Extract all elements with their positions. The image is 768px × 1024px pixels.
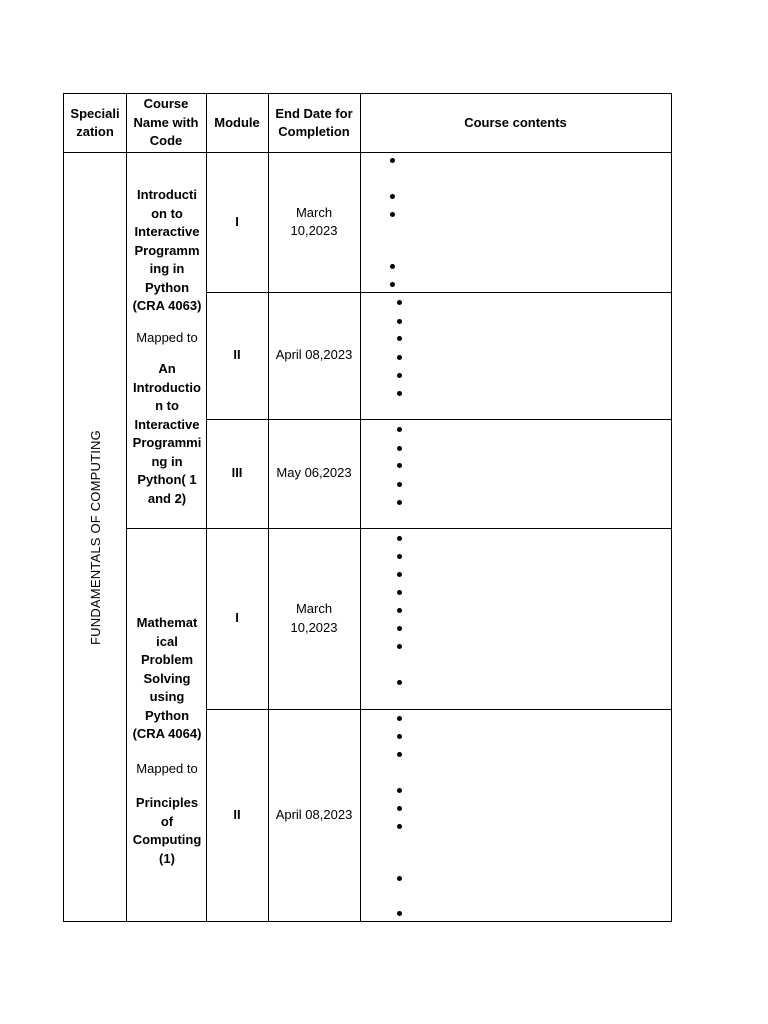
header-specialization: Speciali zation [70, 105, 120, 139]
bullet-point [397, 463, 402, 468]
end-date: April 08,2023 [275, 347, 353, 363]
bullet-point [397, 427, 402, 432]
bullet-point [390, 158, 395, 163]
bullet-point [397, 536, 402, 541]
bullet-point [397, 644, 402, 649]
course-1-mapped-course: An Introductio n to Interactive Programmi ng in Python( 1 and 2) [132, 361, 202, 506]
bullet-point [397, 336, 402, 341]
bullet-point [397, 355, 402, 360]
bullet-point [397, 373, 402, 378]
header-end-date: End Date for Completion [275, 105, 353, 139]
bullet-point [397, 608, 402, 613]
bullet-point [397, 911, 402, 916]
course-2-cell [130, 614, 204, 874]
module-label: III [231, 465, 243, 481]
bullet-point [397, 446, 402, 451]
specialization-label: FUNDAMENTALS OF COMPUTING [87, 429, 103, 645]
bullet-point [397, 300, 402, 305]
bullet-point [397, 734, 402, 739]
end-date: May 06,2023 [276, 465, 352, 481]
course-1-title: Introducti on to Interactive Programm ing in Python (CRA 4063) [132, 187, 202, 313]
bullet-point [397, 391, 402, 396]
bullet-point [397, 824, 402, 829]
bullet-point [397, 680, 402, 685]
specialization-cell [64, 152, 126, 922]
module-label: II [233, 806, 241, 822]
bullet-point [390, 194, 395, 199]
course-table [63, 93, 672, 922]
bullet-point [397, 482, 402, 487]
module-label: I [235, 213, 239, 229]
course-2-mapped-course: Principles of Computing (1) [132, 795, 202, 866]
bullet-point [397, 626, 402, 631]
bullet-point [397, 716, 402, 721]
module-label: II [233, 347, 241, 363]
course-1-cell [130, 186, 204, 508]
bullet-point [397, 554, 402, 559]
course-2-mapped-to: Mapped to [136, 760, 198, 776]
bullet-point [397, 500, 402, 505]
bullet-point [390, 282, 395, 287]
header-course-name: Course Name with Code [133, 96, 199, 149]
end-date: March 10,2023 [290, 601, 338, 635]
header-course-contents: Course contents [464, 114, 567, 130]
bullet-point [397, 752, 402, 757]
course-1-mapped-to: Mapped to [136, 329, 198, 345]
module-label: I [235, 610, 239, 626]
end-date: March 10,2023 [290, 204, 338, 238]
end-date: April 08,2023 [275, 806, 353, 822]
bullet-point [397, 590, 402, 595]
bullet-point [397, 319, 402, 324]
bullet-point [397, 572, 402, 577]
bullet-point [390, 212, 395, 217]
bullet-point [390, 264, 395, 269]
course-2-title: Mathemat ical Problem Solving using Python (CRA 4064) [132, 615, 202, 741]
header-module: Module [214, 114, 260, 130]
bullet-point [397, 788, 402, 793]
bullet-point [397, 876, 402, 881]
bullet-point [397, 806, 402, 811]
